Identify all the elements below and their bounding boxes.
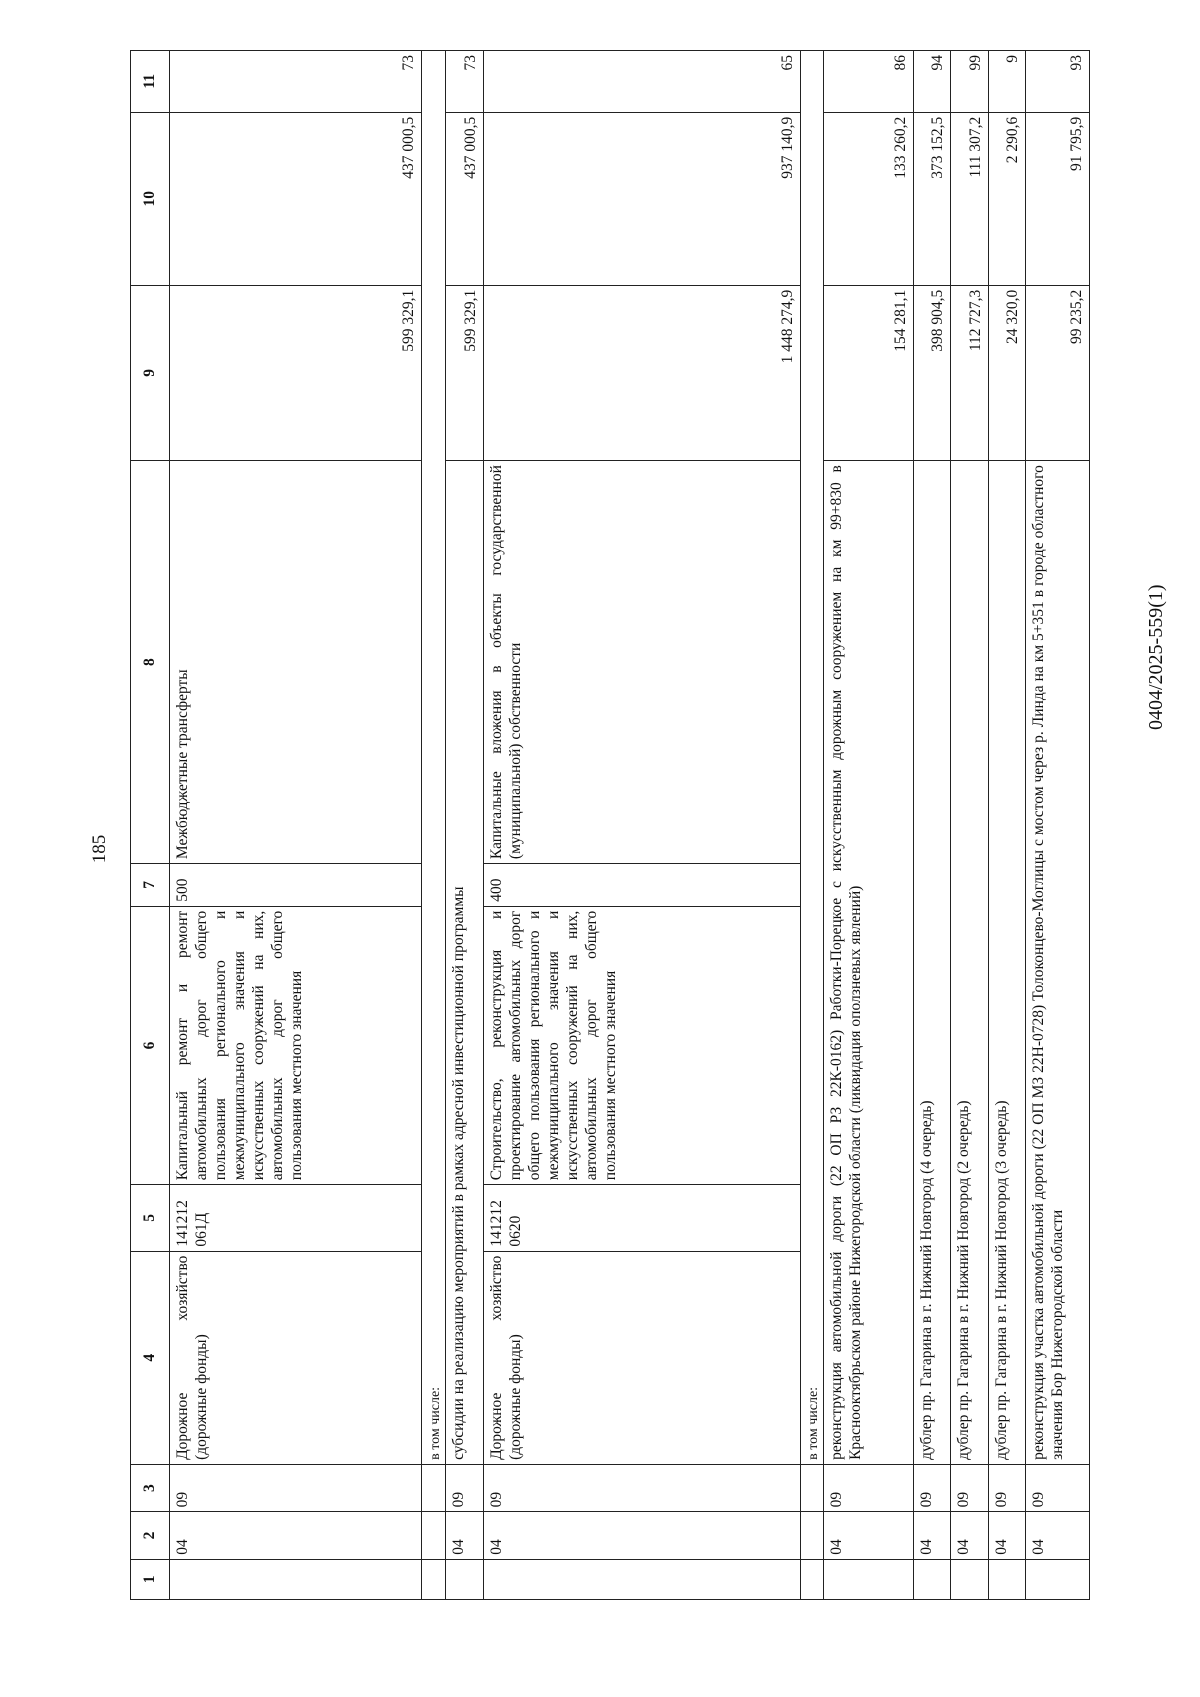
budget-table (130, 50, 1090, 1600)
table-row (169, 51, 422, 1600)
cell-section: 04 (483, 1512, 800, 1559)
cell-percent: 73 (445, 51, 483, 113)
cell-percent: 9 (988, 51, 1026, 113)
header-3: 3 (131, 1464, 170, 1511)
cell-percent: 99 (951, 51, 989, 113)
table-row (824, 51, 913, 1600)
header-6: 6 (131, 906, 170, 1185)
cell-description: Капитальный ремонт и ремонт автомобильных дорог общего пользования регионального и межмуниципального значения и искусственных сооружений на них, автомобильных дорог общего пользования местного значения (169, 906, 422, 1185)
cell-plan: 112 727,3 (951, 285, 989, 460)
cell-percent: 94 (913, 51, 951, 113)
cell-name: реконструкция автомобильной дороги (22 ОП РЗ 22К-0162) Работки-Порецкое с искусственным дорожным сооружением на км 99+830 в Краснооктябрьском районе Нижегородской области (ликвидация оползневых явлений) (824, 461, 913, 1465)
header-2: 2 (131, 1512, 170, 1559)
cell-including: в том числе: (422, 51, 446, 1465)
cell-plan: 398 904,5 (913, 285, 951, 460)
table-row (445, 51, 483, 1600)
cell-percent: 93 (1026, 51, 1090, 113)
cell-section: 04 (824, 1512, 913, 1559)
cell-actual: 91 795,9 (1026, 112, 1090, 285)
header-4: 4 (131, 1251, 170, 1464)
cell-plan: 154 281,1 (824, 285, 913, 460)
cell-expense-name: Межбюджетные трансферты (169, 461, 422, 864)
cell-subsection: 09 (951, 1464, 989, 1511)
cell-actual: 437 000,5 (445, 112, 483, 285)
cell-description: Строительство, реконструкция и проектирование автомобильных дорог общего пользования регионального и межмуниципального значения и искусственных сооружений на них, автомобильных дорог общего пользования местного значения (483, 906, 800, 1185)
cell-name: дублер пр. Гагарина в г. Нижний Новгород (4 очередь) (913, 461, 951, 1465)
table-row (913, 51, 951, 1600)
header-1: 1 (131, 1559, 170, 1599)
cell-plan: 1 448 274,9 (483, 285, 800, 460)
cell-expense-name: Капитальные вложения в объекты государственной (муниципальной) собственности (483, 461, 800, 864)
cell-plan: 99 235,2 (1026, 285, 1090, 460)
cell-target-code: 141212 061Д (169, 1185, 422, 1251)
table-row (800, 51, 824, 1600)
cell-plan: 599 329,1 (169, 285, 422, 460)
header-8: 8 (131, 461, 170, 864)
cell-subsection: 09 (483, 1464, 800, 1511)
header-11: 11 (131, 51, 170, 113)
cell-actual: 373 152,5 (913, 112, 951, 285)
cell-including: в том числе: (800, 51, 824, 1465)
cell-subsection: 09 (913, 1464, 951, 1511)
table-row (1026, 51, 1090, 1600)
cell-plan: 24 320,0 (988, 285, 1026, 460)
cell-percent: 65 (483, 51, 800, 113)
cell-name: реконструкция участка автомобильной дороги (22 ОП МЗ 22Н-0728) Толоконцево-Моглицы с мостом через р. Линда на км 5+351 в городе областного значения Бор Нижегородской области (1026, 461, 1090, 1465)
cell-actual: 437 000,5 (169, 112, 422, 285)
cell-section: 04 (988, 1512, 1026, 1559)
cell-section: 04 (169, 1512, 422, 1559)
document-code: 0404/2025-559(1) (1145, 584, 1167, 730)
table-row (483, 51, 800, 1600)
cell-actual: 133 260,2 (824, 112, 913, 285)
cell-name: дублер пр. Гагарина в г. Нижний Новгород (3 очередь) (988, 461, 1026, 1465)
cell-subsection: 09 (1026, 1464, 1090, 1511)
cell-expense-type: 500 (169, 864, 422, 907)
cell-name: дублер пр. Гагарина в г. Нижний Новгород (2 очередь) (951, 461, 989, 1465)
table-row (988, 51, 1026, 1600)
table-row (951, 51, 989, 1600)
header-10: 10 (131, 112, 170, 285)
header-row (131, 51, 170, 1600)
cell-plan: 599 329,1 (445, 285, 483, 460)
header-7: 7 (131, 864, 170, 907)
cell-target-code: 141212 0620 (483, 1185, 800, 1251)
cell-section: 04 (951, 1512, 989, 1559)
header-5: 5 (131, 1185, 170, 1251)
cell-actual: 937 140,9 (483, 112, 800, 285)
page-number: 185 (89, 834, 110, 864)
cell-section: 04 (445, 1512, 483, 1559)
cell-actual: 2 290,6 (988, 112, 1026, 285)
cell-actual: 111 307,2 (951, 112, 989, 285)
header-9: 9 (131, 285, 170, 460)
cell-expense-type: 400 (483, 864, 800, 907)
cell-name: Дорожное хозяйство (дорожные фонды) (483, 1251, 800, 1464)
table-row (422, 51, 446, 1600)
cell-subsection: 09 (988, 1464, 1026, 1511)
cell-subsection: 09 (445, 1464, 483, 1511)
cell-percent: 73 (169, 51, 422, 113)
cell-section: 04 (913, 1512, 951, 1559)
cell-name: Дорожное хозяйство (дорожные фонды) (169, 1251, 422, 1464)
cell-name: субсидии на реализацию мероприятий в рамках адресной инвестиционной программы (445, 461, 483, 1465)
cell-section: 04 (1026, 1512, 1090, 1559)
rotated-table-container (130, 50, 1090, 1600)
cell-subsection: 09 (824, 1464, 913, 1511)
cell-percent: 86 (824, 51, 913, 113)
cell-subsection: 09 (169, 1464, 422, 1511)
